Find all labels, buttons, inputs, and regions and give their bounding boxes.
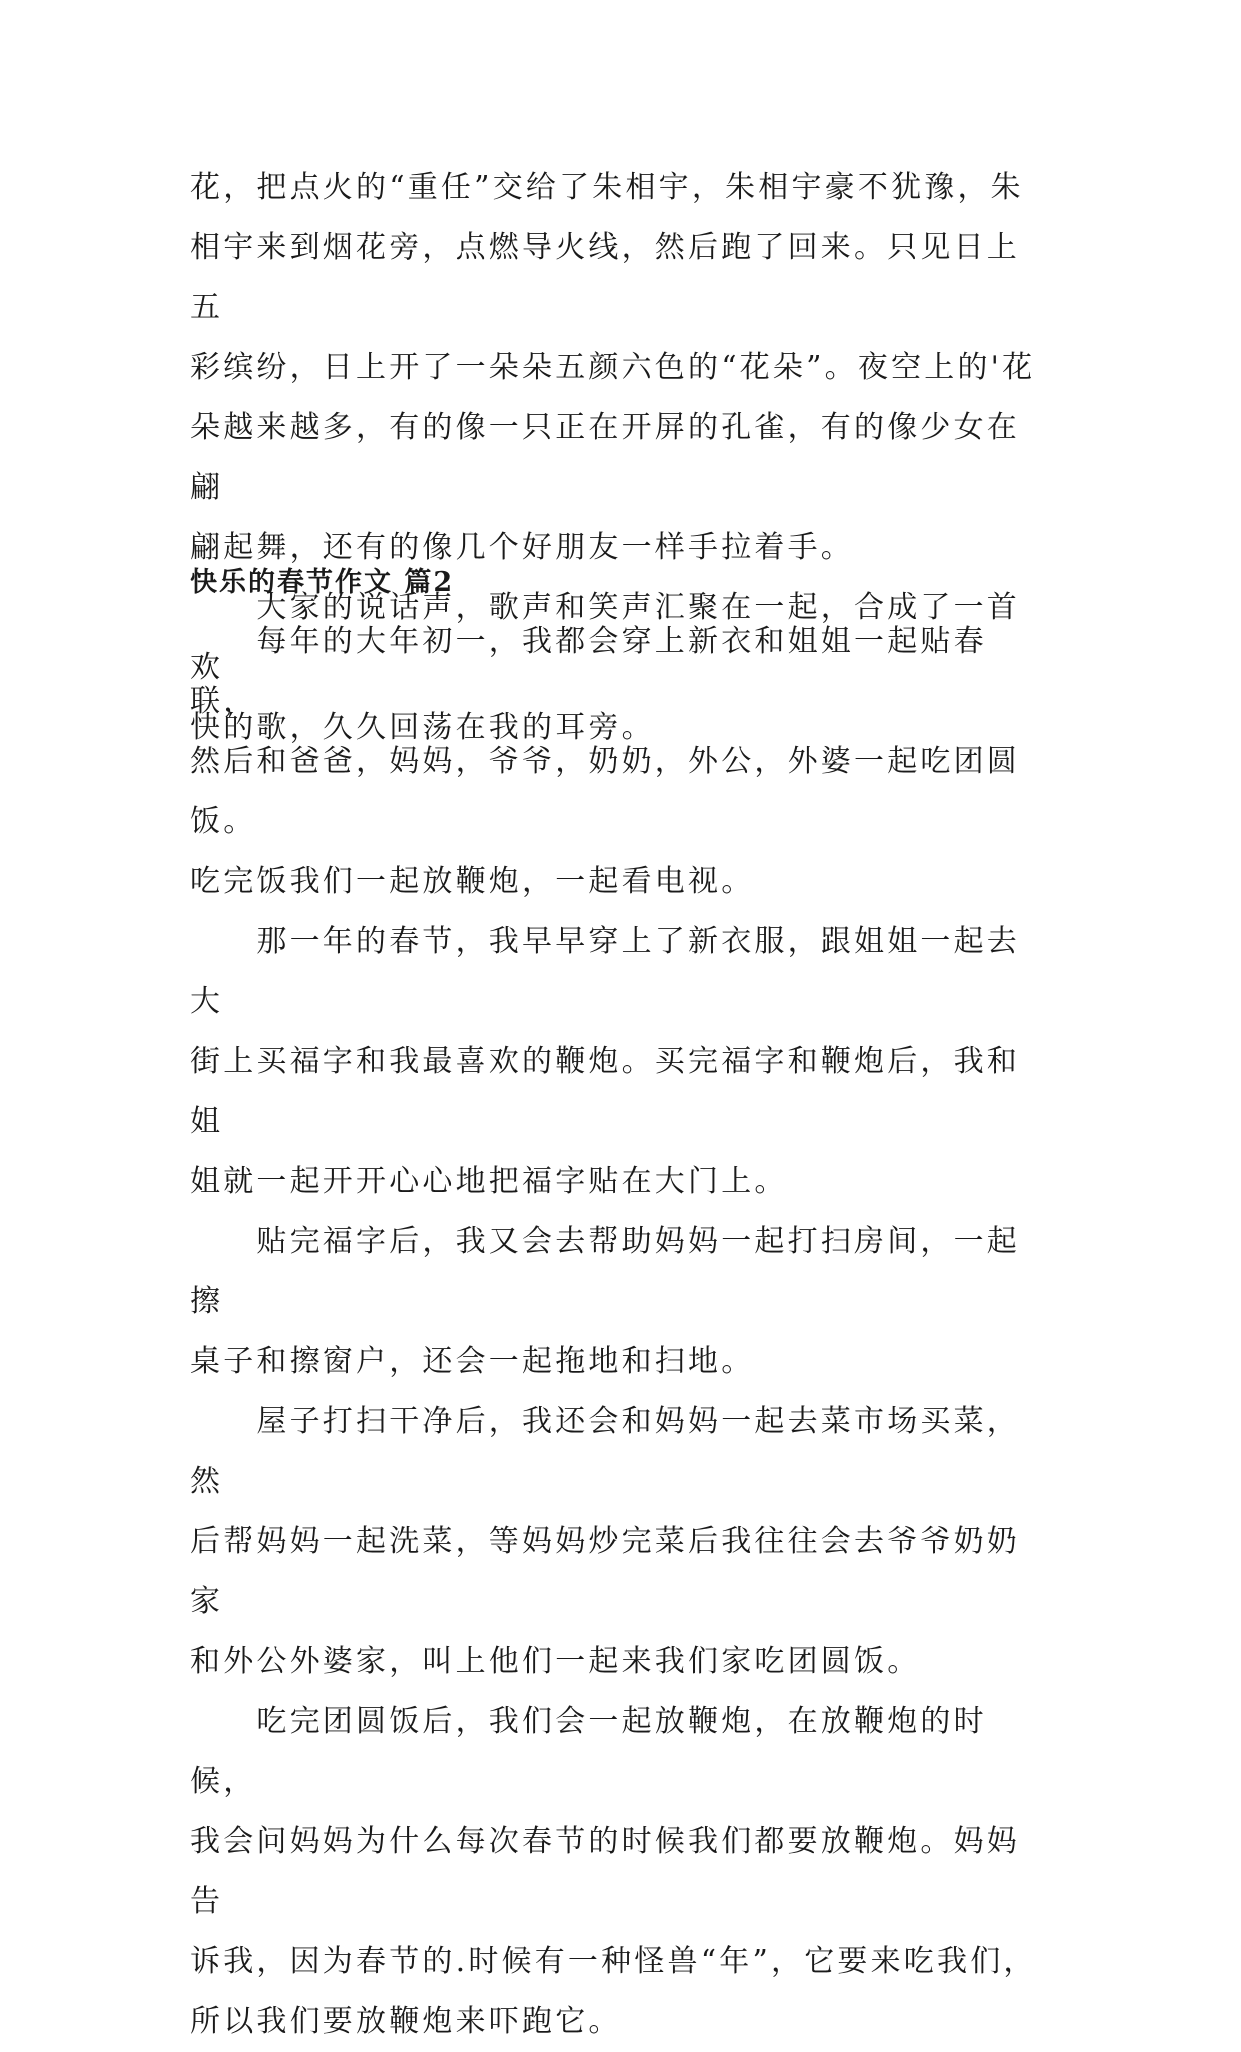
paragraph: 屋子打扫干净后，我还会和妈妈一起去菜市场买菜，然 后帮妈妈一起洗菜，等妈妈炒完菜后我往往会去爷爷奶奶家 和外公外婆家，叫上他们一起来我们家吃团圆饭。 — [190, 1404, 1020, 1679]
paragraph: 大家的说话声，歌声和笑声汇聚在一起，合成了一首欢 快的歌，久久回荡在我的耳旁。 — [190, 590, 1020, 745]
paragraph: 花，把点火的“重任”交给了朱相宇，朱相宇豪不犹豫，朱 相宇来到烟花旁，点燃导火线，然后跑了回来。只见日上五 彩缤纷，日上开了一朵朵五颜六色的“花朵”。夜空上的'花 朵越来越多，有的像一只正在开屏的孔雀，有的像少女在翩 翩起舞，还有的像几个好朋友一样手拉着手。 — [190, 170, 1036, 565]
paragraph: 贴完福字后，我又会去帮助妈妈一起打扫房间，一起擦 桌子和擦窗户，还会一起拖地和扫地。 — [190, 1224, 1020, 1379]
paragraph: 那一年的春节，我早早穿上了新衣服，跟姐姐一起去大 街上买福字和我最喜欢的鞭炮。买完福字和鞭炮后，我和姐 姐就一起开开心心地把福字贴在大门上。 — [190, 924, 1020, 1199]
paragraph: 吃完团圆饭后，我们会一起放鞭炮，在放鞭炮的时候， 我会问妈妈为什么每次春节的时候我们都要放鞭炮。妈妈告 诉我，因为春节的.时候有一种怪兽“年”，它要来吃我们， 所以我们要放鞭炮来吓跑它。 — [190, 1704, 1037, 2039]
paragraph: 每年的大年初一，我都会穿上新衣和姐姐一起贴春联， 然后和爸爸，妈妈，爷爷，奶奶，外公，外婆一起吃团圆饭。 吃完饭我们一起放鞭炮，一起看电视。 — [190, 624, 1020, 899]
section-heading-block — [190, 563, 1050, 603]
section-title: 快乐的春节作文 篇2 — [190, 567, 455, 598]
text-block-bottom — [190, 612, 1050, 2052]
